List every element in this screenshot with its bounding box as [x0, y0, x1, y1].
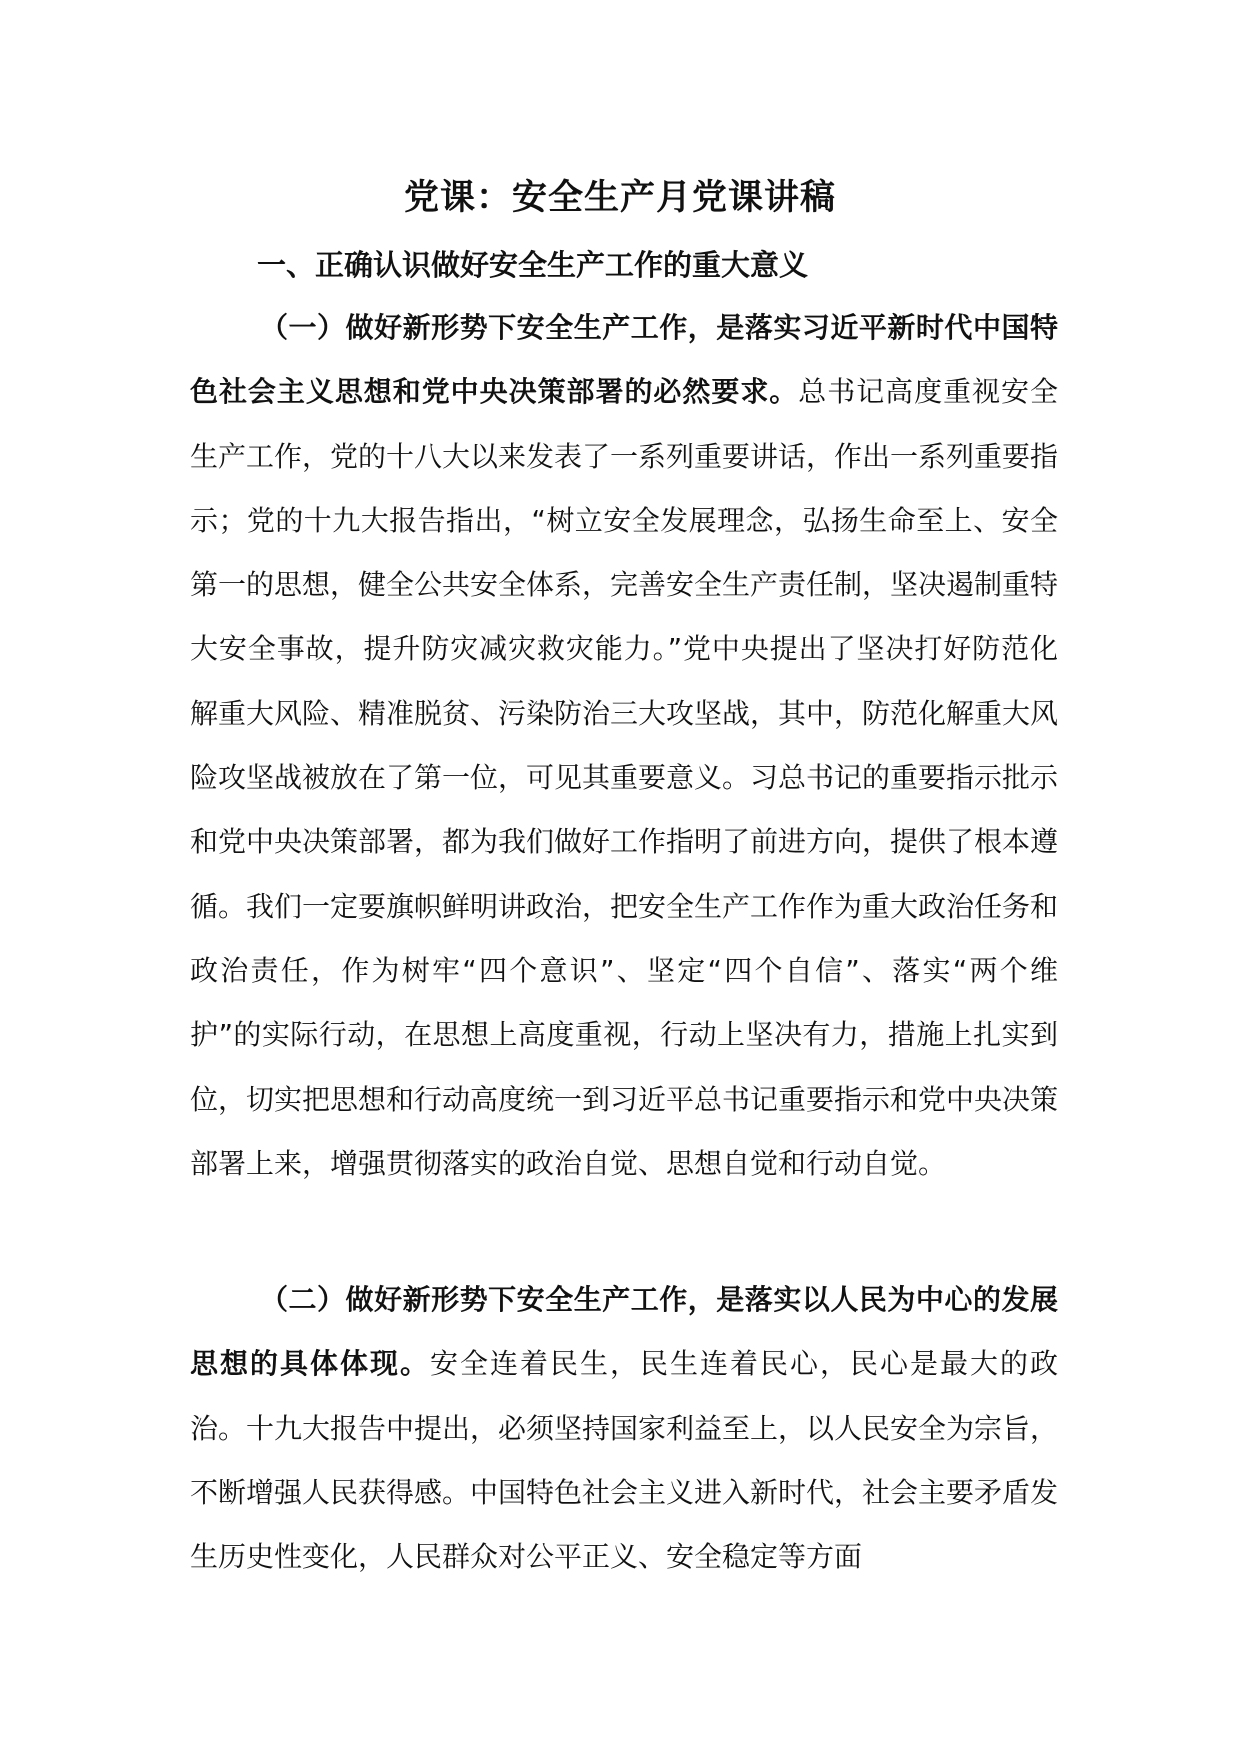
paragraph-1 — [190, 296, 1058, 1196]
paragraph-2 — [190, 1268, 1058, 1589]
paragraph-1-lead: （一）做好新形势下安全生产工作，是落实习近平新时代中国特色社会主义思想和党中央决策部署的必然要求。 — [190, 311, 1058, 409]
document-title: 党课：安全生产月党课讲稿 — [403, 178, 836, 218]
paragraph-1-body: 总书记高度重视安全生产工作，党的十八大以来发表了一系列重要讲话，作出一系列重要指示；党的十九大报告指出，“树立安全发展理念，弘扬生命至上、安全第一的思想，健全公共安全体系，完善安全生产责任制，坚决遏制重特大安全事故，提升防灾减灾救灾能力。”党中央提出了坚决打好防范化解重大风险、精准脱贫、污染防治三大攻坚战，其中，防范化解重大风险攻坚战被放在了第一位，可见其重要意义。习总书记的重要指示批示和党中央决策部署，都为我们做好工作指明了前进方向，提供了根本遵循。我们一定要旗帜鲜明讲政治，把安全生产工作作为重大政治任务和政治责任，作为树牢“四个意识”、坚定“四个自信”、落实“两个维护”的实际行动，在思想上高度重视，行动上坚决有力，措施上扎实到位，切实把思想和行动高度统一到习近平总书记重要指示和党中央决策部署上来，增强贯彻落实的政治自觉、思想自觉和行动自觉。 — [190, 375, 1059, 1180]
section-heading: 一、正确认识做好安全生产工作的重大意义 — [257, 248, 809, 282]
paragraph-2-lead: （二）做好新形势下安全生产工作，是落实以人民为中心的发展思想的具体体现。 — [190, 1283, 1058, 1381]
paragraph-2-body: 安全连着民生，民生连着民心，民心是最大的政治。十九大报告中提出，必须坚持国家利益至上，以人民安全为宗旨，不断增强人民获得感。中国特色社会主义进入新时代，社会主要矛盾发生历史性变化，人民群众对公平正义、安全稳定等方面 — [190, 1347, 1059, 1574]
